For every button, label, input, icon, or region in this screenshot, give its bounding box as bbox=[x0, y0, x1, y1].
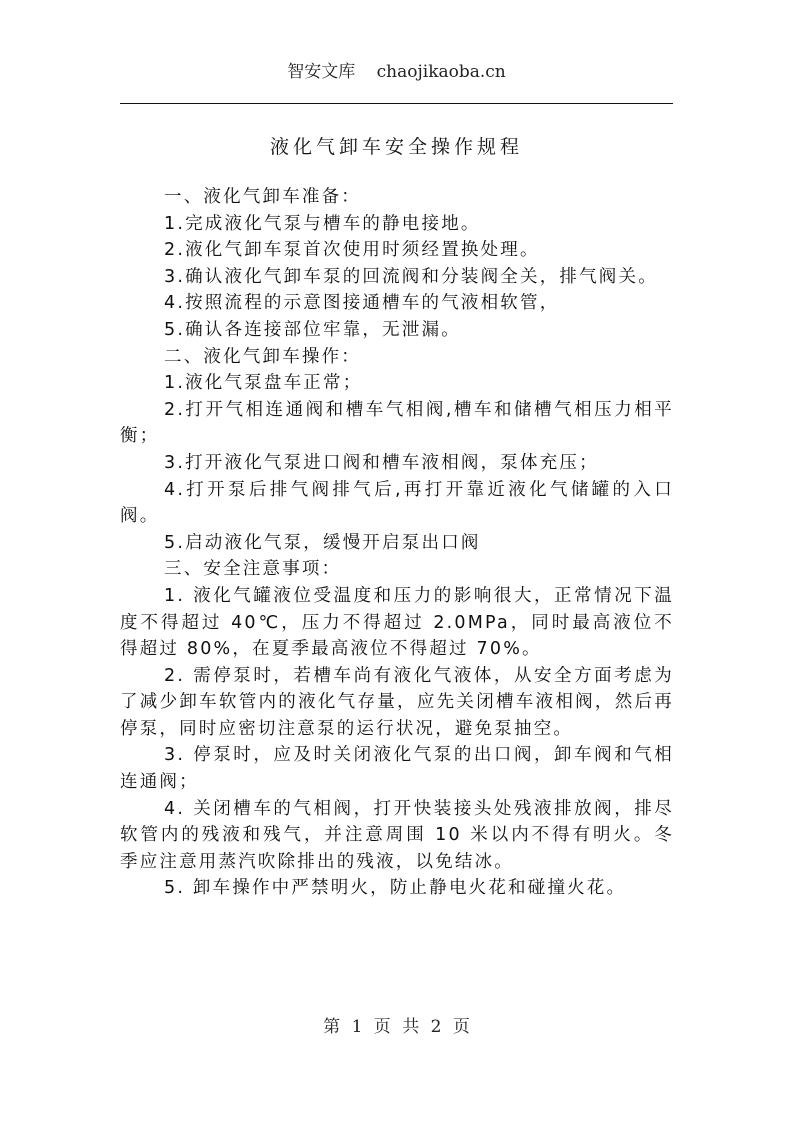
site-name: 智安文库 bbox=[287, 62, 356, 82]
paragraph: 4. 关闭槽车的气相阀，打开快装接头处残液排放阀，排尽软管内的残液和残气，并注意周围 10 米以内不得有明火。冬季应注意用蒸汽吹除排出的残液，以免结冰。 bbox=[120, 798, 674, 872]
page-header bbox=[0, 57, 793, 82]
paragraph: 1.液化气泵盘车正常； bbox=[164, 373, 363, 394]
paragraph: 2.液化气卸车泵首次使用时须经置换处理。 bbox=[164, 240, 540, 261]
paragraph: 2.打开气相连通阀和槽车气相阀,槽车和储槽气相压力相平衡； bbox=[120, 399, 674, 447]
paragraph: 3. 停泵时，应及时关闭液化气泵的出口阀，卸车阀和气相连通阀； bbox=[120, 745, 674, 793]
header-rule bbox=[120, 103, 673, 104]
paragraph: 5.启动液化气泵，缓慢开启泵出口阀 bbox=[164, 532, 481, 553]
document-title: 液化气卸车安全操作规程 bbox=[269, 136, 523, 158]
paragraph: 5. 卸车操作中严禁明火，防止静电火花和碰撞火花。 bbox=[164, 878, 627, 899]
paragraph: 3.打开液化气泵进口阀和槽车液相阀，泵体充压； bbox=[164, 452, 599, 473]
site-url: chaojikaoba.cn bbox=[376, 62, 506, 82]
paragraph: 2. 需停泵时，若槽车尚有液化气液体，从安全方面考虑为了减少卸车软管内的液化气存量，应先关闭槽车液相阀，然后再停泵，同时应密切注意泵的运行状况，避免泵抽空。 bbox=[120, 665, 674, 739]
paragraph: 1.完成液化气泵与槽车的静电接地。 bbox=[164, 213, 481, 234]
paragraph: 4.打开泵后排气阀排气后,再打开靠近液化气储罐的入口阀。 bbox=[120, 479, 674, 527]
section-heading: 一、液化气卸车准备： bbox=[164, 187, 361, 207]
paragraph: 3.确认液化气卸车泵的回流阀和分装阀全关，排气阀关。 bbox=[164, 266, 658, 287]
section-heading: 二、液化气卸车操作： bbox=[164, 346, 361, 367]
section-heading: 三、安全注意事项： bbox=[164, 559, 342, 580]
paragraph: 1. 液化气罐液位受温度和压力的影响很大，正常情况下温度不得超过 40℃，压力不得超过 2.0MPa，同时最高液位不得超过 80%，在夏季最高液位不得超过 70%。 bbox=[120, 585, 674, 660]
page-number: 第 1 页 共 2 页 bbox=[323, 1017, 470, 1037]
paragraph: 5.确认各连接部位牢靠，无泄漏。 bbox=[164, 319, 461, 340]
paragraph: 4.按照流程的示意图接通槽车的气液相软管， bbox=[164, 293, 560, 314]
document-body bbox=[120, 184, 674, 902]
